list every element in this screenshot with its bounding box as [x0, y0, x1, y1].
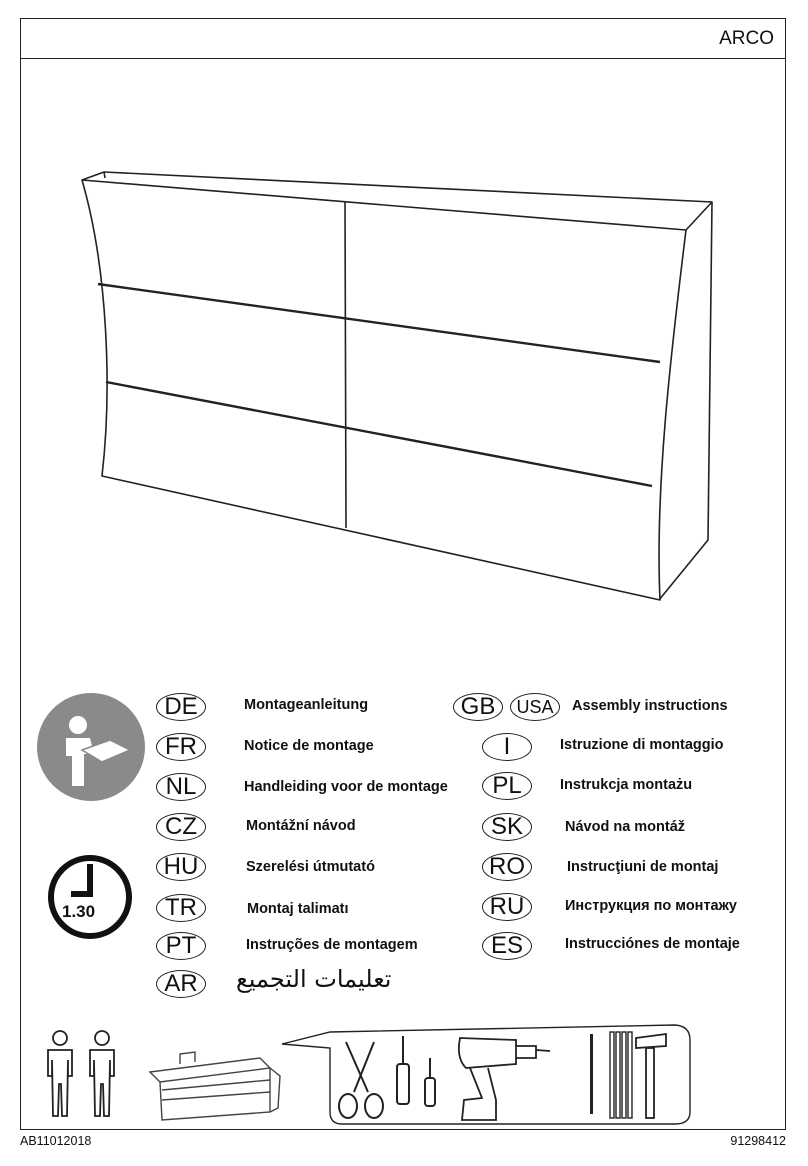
lang-code-ro: RO — [482, 853, 532, 881]
lang-code-ar: AR — [156, 970, 206, 998]
lang-code-cz: CZ — [156, 813, 206, 841]
footer-right-code: 91298412 — [730, 1134, 786, 1148]
lang-label-ar: تعليمات التجميع — [236, 965, 392, 993]
lang-code-es: ES — [482, 932, 532, 960]
lang-code-fr: FR — [156, 733, 206, 761]
lang-label-tr: Montaj talimatı — [247, 901, 349, 917]
lang-code-ru: RU — [482, 893, 532, 921]
lang-label-ru: Инструкция по монтажу — [565, 898, 737, 914]
tools-strip — [30, 1020, 700, 1126]
clock-icon — [45, 852, 135, 942]
dresser-illustration — [70, 160, 720, 620]
scissors-icon — [339, 1042, 383, 1118]
lang-code-gb: GB — [453, 693, 503, 721]
lang-code-sk: SK — [482, 813, 532, 841]
lang-code-usa: USA — [510, 693, 560, 721]
header-divider — [20, 58, 786, 59]
footer-left-code: AB11012018 — [20, 1134, 92, 1148]
product-title: ARCO — [719, 28, 774, 49]
lang-label-cz: Montážní návod — [246, 818, 356, 834]
lang-label-es: Instrucciónes de montaje — [565, 936, 740, 952]
lang-label-i: Istruzione di montaggio — [560, 737, 724, 753]
lang-code-de: DE — [156, 693, 206, 721]
reading-manual-icon — [36, 692, 146, 802]
two-persons-icon — [48, 1031, 114, 1116]
lang-label-hu: Szerelési útmutató — [246, 859, 375, 875]
lang-code-i: I — [482, 733, 532, 761]
toolbox-icon — [150, 1052, 280, 1120]
screwdriver-icon — [397, 1036, 435, 1106]
cordless-drill-icon — [459, 1038, 550, 1120]
pencil-icon — [590, 1034, 593, 1114]
tools-callout — [282, 1025, 690, 1124]
lang-label-pl: Instrukcja montażu — [560, 777, 693, 793]
lang-code-hu: HU — [156, 853, 206, 881]
lang-label-nl: Handleiding voor de montage — [244, 779, 448, 795]
hammer-icon — [636, 1034, 666, 1118]
lang-code-pt: PT — [156, 932, 206, 960]
lang-label-de: Montageanleitung — [244, 697, 369, 713]
lang-label-sk: Návod na montáž — [565, 819, 686, 835]
lang-label-fr: Notice de montage — [244, 738, 374, 754]
lang-code-tr: TR — [156, 894, 206, 922]
lang-label-ro: Instrucţiuni de montaj — [567, 859, 719, 875]
folding-ruler-icon — [610, 1032, 632, 1118]
lang-label-pt: Instruções de montagem — [246, 937, 418, 953]
lang-label-gb: Assembly instructions — [572, 698, 728, 714]
lang-code-nl: NL — [156, 773, 206, 801]
lang-code-pl: PL — [482, 772, 532, 800]
assembly-time: 1.30 — [62, 902, 96, 921]
